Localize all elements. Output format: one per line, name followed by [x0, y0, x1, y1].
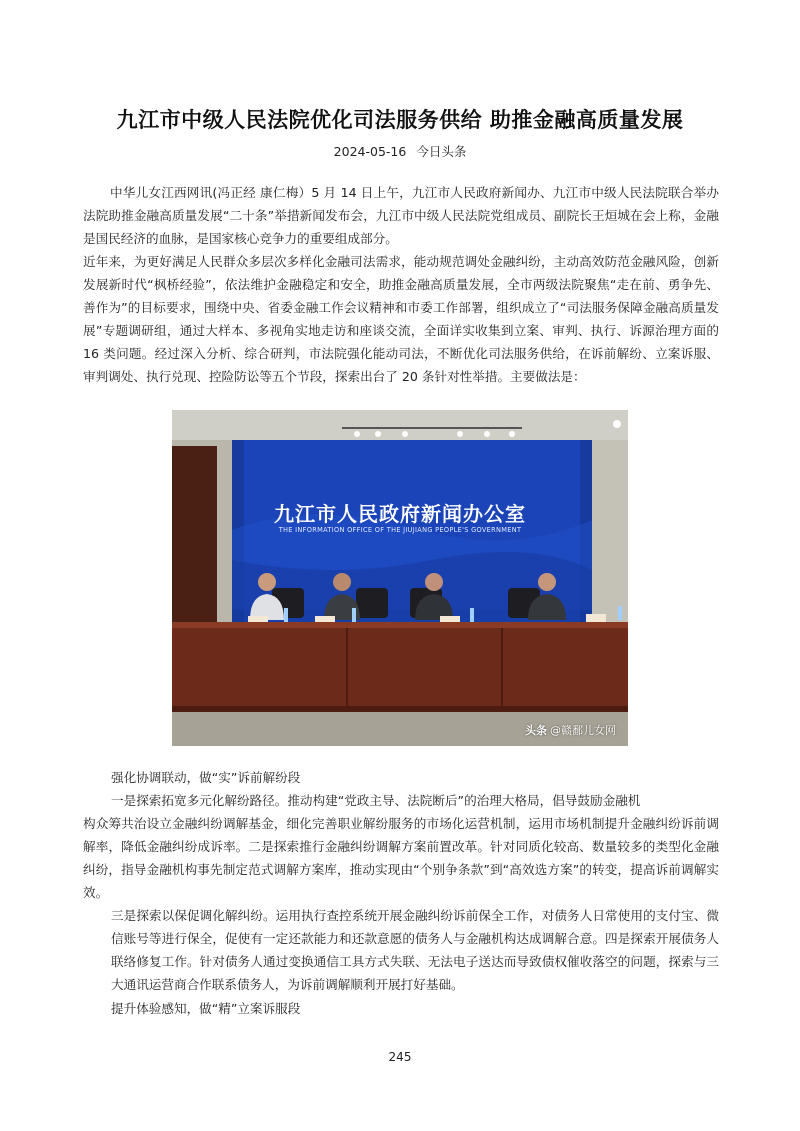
- intro-paragraph: 中华儿女江西网讯(冯正经 康仁梅）5 月 14 日上午，九江市人民政府新闻办、九江市中级人民法院联合举办法院助推金融高质量发展“二十条”举措新闻发布会，九江市中级人民法院党组成员、副院长王烜城在会上称，金融是国民经济的血脉，是国家核心竞争力的重要组成部分。: [83, 185, 719, 246]
- section-paragraph-2: 三是探索以保促调化解纠纷。运用执行查控系统开展金融纠纷诉前保全工作，对债务人日常使用的支付宝、微信账号等进行保全，促使有一定还款能力和还款意愿的债务人与金融机构达成调解合意。四是探索开展债务人联络修复工作。针对债务人通过变换通信工具方式失联、无法电子送达而导致债权催收落空的问题，探索与三大通讯运营商合作联系债务人，为诉前调解顺利开展打好基础。: [111, 908, 719, 992]
- section-paragraph-1-first-line: 一是探索拓宽多元化解纷路径。推动构建“党政主导、法院断后”的治理大格局，倡导鼓励金融机: [111, 793, 641, 808]
- article-meta: [0, 142, 800, 160]
- backdrop-sign-subtitle: THE INFORMATION OFFICE OF THE JIUJIANG PEOPLE'S GOVERNMENT: [278, 526, 522, 534]
- watermark-handle: @赣鄱儿女网: [550, 724, 616, 737]
- section-heading-filing-service: 提升体验感知，做“精”立案诉服段: [111, 1001, 301, 1016]
- photo-watermark: [525, 722, 616, 738]
- article-title: 九江市中级人民法院优化司法服务供给 助推金融高质量发展: [116, 108, 684, 132]
- watermark-brand: 头条: [525, 724, 547, 737]
- backdrop-sign-title: 九江市人民政府新闻办公室: [274, 502, 526, 526]
- section-heading-pre-litigation: 强化协调联动，做“实”诉前解纷段: [111, 770, 301, 785]
- background-paragraph: 近年来，为更好满足人民群众多层次多样化金融司法需求，能动规范调处金融纠纷，主动高效防范金融风险，创新发展新时代“枫桥经验”，依法维护金融稳定和安全，助推金融高质量发展，全市两级法院聚焦“走在前、勇争先、善作为”的目标要求，围绕中央、省委金融工作会议精神和市委工作部署，组织成立了“司法服务保障金融高质量发展”专题调研组，通过大样本、多视角实地走访和座谈交流，全面详实收集到立案、审判、执行、诉源治理方面的 16 类问题。经过深入分析、综合研判，市法院强化能动司法，不断优化司法服务供给，在诉前解纷、立案诉服、审判调处、执行兑现、控险防讼等五个节段，探索出台了 20 条针对性举措。主要做法是：: [83, 254, 719, 384]
- publish-date: 2024-05-16: [333, 144, 407, 159]
- section-paragraph-1-rest: 构众筹共治设立金融纠纷调解基金，细化完善职业解纷服务的市场化运营机制，运用市场机制提升金融纠纷诉前调解率，降低金融纠纷成诉率。二是探索推行金融纠纷调解方案前置改革。针对同质化较高、数量较多的类型化金融纠纷，指导金融机构事先制定范式调解方案库，推动实现由“个别争条款”到“高效选方案”的转变，提高诉前调解实效。: [83, 816, 719, 900]
- section-paragraph-1: [83, 789, 719, 904]
- press-conference-photo: [172, 410, 628, 746]
- page-number: 245: [388, 1050, 412, 1064]
- source-name: 今日头条: [416, 144, 467, 159]
